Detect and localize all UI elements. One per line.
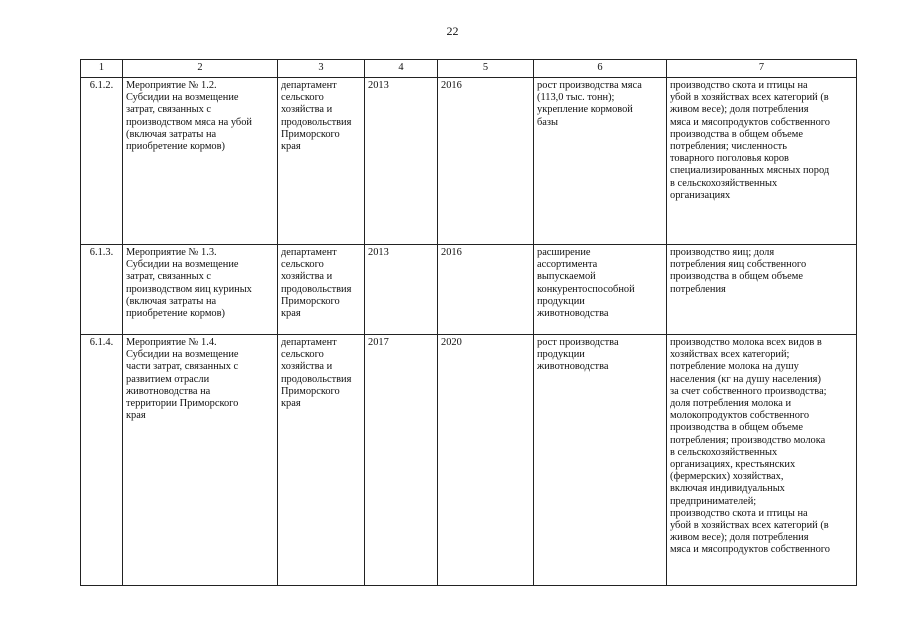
start-year-cell: 2017	[365, 335, 438, 586]
executor-cell: департамент сельского хозяйства и продовольствия Приморского края	[278, 335, 365, 586]
row-number: 6.1.2.	[81, 78, 123, 245]
header-col-5: 5	[438, 60, 534, 78]
row-number: 6.1.4.	[81, 335, 123, 586]
table-row	[81, 245, 857, 335]
header-col-1: 1	[81, 60, 123, 78]
page-number: 22	[446, 24, 459, 38]
measure-cell: Мероприятие № 1.4. Субсидии на возмещение части затрат, связанных с развитием отрасли животноводства на территории Приморского края	[123, 335, 278, 586]
measure-cell: Мероприятие № 1.3. Субсидии на возмещение затрат, связанных с производством яиц куриных (включая затраты на приобретение кормов)	[123, 245, 278, 335]
start-year-cell: 2013	[365, 245, 438, 335]
header-col-3: 3	[278, 60, 365, 78]
result-cell: расширение ассортимента выпускаемой конкурентоспособной продукции животноводства	[534, 245, 667, 335]
end-year-cell: 2016	[438, 78, 534, 245]
end-year-cell: 2020	[438, 335, 534, 586]
header-row	[81, 60, 857, 78]
measure-cell: Мероприятие № 1.2. Субсидии на возмещение затрат, связанных с производством мяса на убой (включая затраты на приобретение кормов)	[123, 78, 278, 245]
header-col-6: 6	[534, 60, 667, 78]
end-year-cell: 2016	[438, 245, 534, 335]
result-cell: рост производства продукции животноводства	[534, 335, 667, 586]
result-cell: рост производства мяса (113,0 тыс. тонн); укрепление кормовой базы	[534, 78, 667, 245]
header-col-4: 4	[365, 60, 438, 78]
table-row	[81, 78, 857, 245]
executor-cell: департамент сельского хозяйства и продовольствия Приморского края	[278, 245, 365, 335]
indicators-cell: производство яиц; доля потребления яиц собственного производства в общем объеме потребления	[667, 245, 857, 335]
table-row	[81, 335, 857, 586]
header-col-2: 2	[123, 60, 278, 78]
header-col-7: 7	[667, 60, 857, 78]
program-measures-table	[80, 59, 857, 586]
indicators-cell: производство молока всех видов в хозяйствах всех категорий; потребление молока на душу населения (кг на душу населения) за счет собственного производства; доля потребления молока и молокопродуктов собственного производства в общем объеме потребления; производство молока в сельскохозяйственных организациях, крестьянских (фермерских) хозяйствах, включая индивидуальных предпринимателей; производство скота и птицы на убой в хозяйствах всех категорий (в живом весе); доля потребления мяса и мясопродуктов собственного	[667, 335, 857, 586]
start-year-cell: 2013	[365, 78, 438, 245]
row-number: 6.1.3.	[81, 245, 123, 335]
executor-cell: департамент сельского хозяйства и продовольствия Приморского края	[278, 78, 365, 245]
indicators-cell: производство скота и птицы на убой в хозяйствах всех категорий (в живом весе); доля потребления мяса и мясопродуктов собственного производства в общем объеме потребления; численность товарного поголовья коров специализированных мясных пород в сельскохозяйственных организациях	[667, 78, 857, 245]
